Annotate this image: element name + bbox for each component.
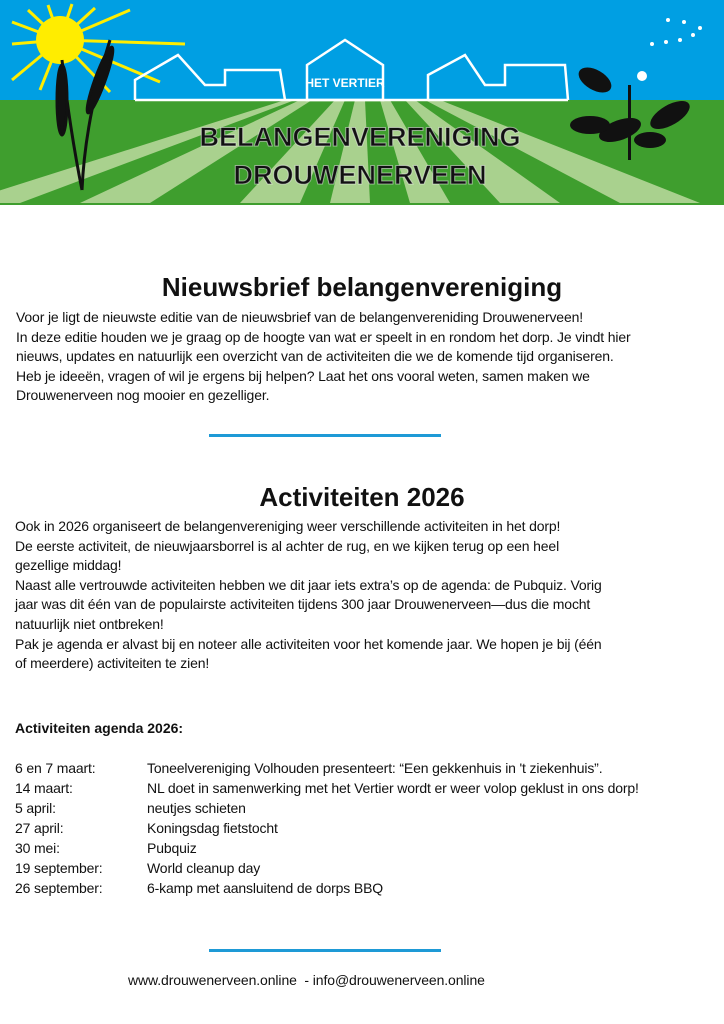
banner-title-line2: DROUWENERVEEN <box>233 160 487 190</box>
agenda-activity: Koningsdag fietstocht <box>147 820 278 836</box>
agenda-activity: 6-kamp met aansluitend de dorps BBQ <box>147 880 383 896</box>
email-link[interactable]: info@drouwenerveen.online <box>312 972 485 988</box>
text-line: natuurlijk niet ontbreken! <box>15 615 164 632</box>
header-banner <box>0 0 724 205</box>
agenda-date: 26 september: <box>15 880 103 896</box>
agenda-date: 30 mei: <box>15 840 60 856</box>
footer-divider <box>209 949 441 952</box>
activities-text <box>15 517 715 674</box>
agenda-item <box>15 858 715 878</box>
text-line: Voor je ligt de nieuwste editie van de nieuwsbrief van de belangenvereniding Drouwenerveen! <box>16 309 583 325</box>
agenda-activity: Toneelvereniging Volhouden presenteert: “Een gekkenhuis in 't ziekenhuis”. <box>147 760 603 776</box>
footer-separator: - <box>296 972 313 988</box>
het-vertier-label: HET VERTIER <box>305 76 385 90</box>
agenda-item <box>15 838 715 858</box>
text-line: In deze editie houden we je graag op de hoogte van wat er speelt in en rondom het dorp. Je vindt hier <box>16 328 631 345</box>
agenda-activity: World cleanup day <box>147 860 261 876</box>
text-line: Pak je agenda er alvast bij en noteer alle activiteiten voor het komende jaar. We hopen je bij (één <box>15 635 602 652</box>
agenda-date: 5 april: <box>15 800 56 816</box>
text-line: Naast alle vertrouwde activiteiten hebben we dit jaar iets extra’s op de agenda: de Pubquiz. Vorig <box>15 576 602 593</box>
website-link[interactable]: www.drouwenerveen.online <box>128 972 297 988</box>
agenda-title: Activiteiten agenda 2026: <box>15 720 184 736</box>
agenda-item <box>15 878 715 898</box>
activities-heading: Activiteiten 2026 <box>259 482 465 512</box>
intro-heading: Nieuwsbrief belangenvereniging <box>161 272 563 302</box>
text-line: Heb je ideeën, vragen of wil je ergens bij helpen? Laat het ons vooral weten, samen maken we <box>16 367 590 384</box>
section-divider <box>209 434 441 437</box>
agenda-item <box>15 818 715 838</box>
agenda-activity: Pubquiz <box>147 840 197 856</box>
intro-text <box>16 308 716 406</box>
agenda-item <box>15 758 715 778</box>
text-line: of meerdere) activiteiten te zien! <box>15 655 210 672</box>
agenda-date: 27 april: <box>15 820 64 836</box>
footer <box>128 972 485 988</box>
text-line: Drouwenerveen nog mooier en gezelliger. <box>16 387 270 404</box>
text-line: jaar was dit één van de populairste activiteiten tijdens 300 jaar Drouwenerveen—dus die mocht <box>15 596 591 613</box>
agenda-date: 6 en 7 maart: <box>15 760 96 776</box>
agenda-activity: neutjes schieten <box>147 800 246 816</box>
agenda-date: 14 maart: <box>15 780 73 796</box>
text-line: De eerste activiteit, de nieuwjaarsborrel is al achter de rug, en we kijken terug op een heel <box>15 537 560 554</box>
text-line: nieuws, updates en natuurlijk een overzicht van de activiteiten die we de komende tijd organiseren. <box>16 348 614 365</box>
agenda-list <box>15 758 715 898</box>
agenda-activity: NL doet in samenwerking met het Vertier wordt er weer volop geklust in ons dorp! <box>147 780 639 796</box>
agenda-item <box>15 798 715 818</box>
agenda-date: 19 september: <box>15 860 103 876</box>
agenda-item <box>15 778 715 798</box>
text-line: Ook in 2026 organiseert de belangenvereniging weer verschillende activiteiten in het dorp! <box>15 518 561 534</box>
banner-title-line1: BELANGENVERENIGING <box>199 122 521 152</box>
text-line: gezellige middag! <box>15 557 122 574</box>
